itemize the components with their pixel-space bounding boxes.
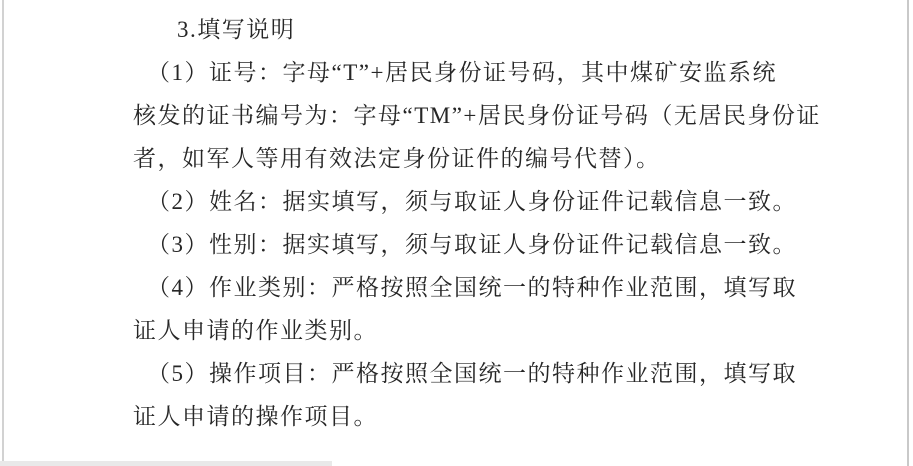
doc-line-para5-start: （5）操作项目：严格按照全国统一的特种作业范围，填写取 — [147, 361, 797, 386]
doc-heading-line: 3.填写说明 — [177, 17, 296, 42]
doc-line-para4-cont: 证人申请的作业类别。 — [133, 318, 378, 343]
doc-line-para1-cont2: 者，如军人等用有效法定身份证件的编号代替）。 — [133, 146, 661, 171]
doc-line-para3: （3）性别：据实填写，须与取证人身份证件记载信息一致。 — [147, 232, 797, 257]
doc-line-para1-start: （1）证号：字母“T”+居民身份证号码，其中煤矿安监系统 — [147, 60, 777, 85]
document-text-block — [133, 8, 823, 438]
page-bottom-edge-strip — [0, 461, 332, 466]
page-left-edge-line — [2, 0, 4, 466]
doc-line-para5-cont: 证人申请的操作项目。 — [133, 404, 378, 429]
doc-line-para2: （2）姓名：据实填写，须与取证人身份证件记载信息一致。 — [147, 189, 797, 214]
doc-line-para4-start: （4）作业类别：严格按照全国统一的特种作业范围，填写取 — [147, 275, 797, 300]
page-right-edge-line — [907, 0, 909, 466]
doc-line-para1-cont1: 核发的证书编号为：字母“TM”+居民身份证号码（无居民身份证 — [133, 103, 821, 128]
